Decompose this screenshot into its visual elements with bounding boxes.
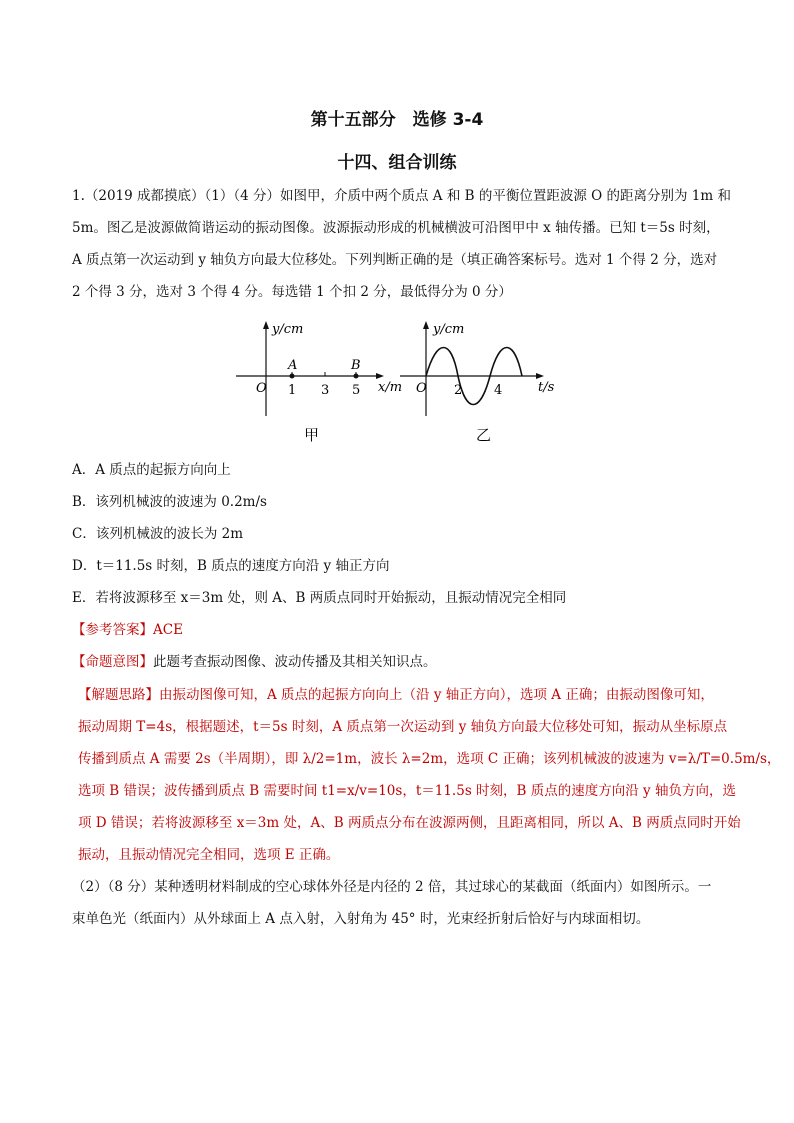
point-b-marker <box>354 374 359 379</box>
question-intent <box>72 652 437 672</box>
left-graph <box>236 321 402 444</box>
analysis-text: 由振动图像可知，A 质点的起振方向向上（沿 y 轴正方向），选项 A 正确；由振动图像可知， <box>159 687 714 703</box>
left-x-arrow-icon <box>376 373 384 379</box>
point-a-marker <box>290 374 295 379</box>
reference-answer <box>72 620 183 640</box>
left-tick-label: 3 <box>321 383 330 398</box>
option-e: E．若将波源移至 x＝3m 处，则 A、B 两质点同时开始振动，且振动情况完全相同 <box>72 590 567 606</box>
analysis-line: 振动周期 T=4s，根据题述，t＝5s 时刻，A 质点第一次运动到 y 轴负方向最大位移处可知，振动从坐标原点 <box>78 719 728 735</box>
part2-line: （2）（8 分）某种透明材料制成的空心球体外径是内径的 2 倍，其过球心的某截面（纸面内）如图所示。一 <box>72 879 712 895</box>
analysis-line: 振动，且振动情况完全相同，选项 E 正确。 <box>78 847 340 863</box>
left-x-label: x/m <box>378 380 403 395</box>
question-stem-line: A 质点第一次运动到 y 轴负方向最大位移处。下列判断正确的是（填正确答案标号。选对 1 个得 2 分，选对 <box>72 252 718 268</box>
part2-line: 束单色光（纸面内）从外球面上 A 点入射，入射角为 45° 时，光束经折射后恰好与内球面相切。 <box>72 911 650 927</box>
question-stem-line: 5m。图乙是波源做简谐运动的振动图像。波源振动形成的机械横波可沿图甲中 x 轴传播。已知 t＝5s 时刻， <box>72 220 720 236</box>
question-stem-line: 2 个得 3 分，选对 3 个得 4 分。每选错 1 个扣 2 分，最低得分为 0 分） <box>72 284 512 300</box>
intent-label: 【命题意图】 <box>72 654 153 670</box>
option-d: D．t＝11.5s 时刻，B 质点的速度方向沿 y 轴正方向 <box>72 558 390 574</box>
section-title: 第十五部分 选修 3-4 <box>310 110 484 130</box>
option-a: A．A 质点的起振方向向上 <box>72 462 231 478</box>
question-stem-line: 1.（2019 成都摸底）（1）（4 分）如图甲，介质中两个质点 A 和 B 的平衡位置距波源 O 的距离分别为 1m 和 <box>72 188 731 204</box>
answer-value: ACE <box>153 622 183 638</box>
analysis-line: 项 D 错误；若将波源移至 x＝3m 处，A、B 两质点分布在波源两侧，且距离相同，所以 A、B 两质点同时开始 <box>78 815 741 831</box>
right-tick-label: 2 <box>454 383 463 398</box>
left-origin-label: O <box>256 381 267 396</box>
point-b-label: B <box>351 358 361 373</box>
right-y-arrow-icon <box>423 321 429 329</box>
right-caption: 乙 <box>476 426 492 444</box>
wave-figure-svg <box>230 316 560 448</box>
left-y-arrow-icon <box>263 321 269 329</box>
right-graph <box>400 321 555 444</box>
answer-label: 【参考答案】 <box>72 622 153 638</box>
wave-figure <box>230 316 560 448</box>
point-a-label: A <box>288 358 298 373</box>
left-tick-label: 1 <box>288 383 297 398</box>
option-c: C．该列机械波的波长为 2m <box>72 526 244 542</box>
intent-text: 此题考查振动图像、波动传播及其相关知识点。 <box>153 654 437 670</box>
right-x-arrow-icon <box>536 373 544 379</box>
right-origin-label: O <box>416 381 427 396</box>
section-subtitle: 十四、组合训练 <box>337 153 457 173</box>
left-y-label: y/cm <box>272 322 304 337</box>
right-tick-label: 4 <box>494 383 503 398</box>
left-caption: 甲 <box>304 426 320 444</box>
analysis-line: 选项 B 错误；波传播到质点 B 需要时间 t1=x/v=10s，t＝11.5s 时刻，B 质点的速度方向沿 y 轴负方向，选 <box>78 783 736 799</box>
left-tick-label: 5 <box>352 383 361 398</box>
right-x-label: t/s <box>538 380 555 395</box>
right-y-label: y/cm <box>433 322 465 337</box>
option-b: B．该列机械波的波速为 0.2m/s <box>72 494 267 510</box>
analysis-line: 传播到质点 A 需要 2s（半周期），即 λ/2=1m，波长 λ=2m，选项 C 正确；该列机械波的波速为 v=λ/T=0.5m/s， <box>78 751 781 767</box>
analysis-line <box>78 685 714 705</box>
analysis-label: 【解题思路】 <box>78 687 159 703</box>
